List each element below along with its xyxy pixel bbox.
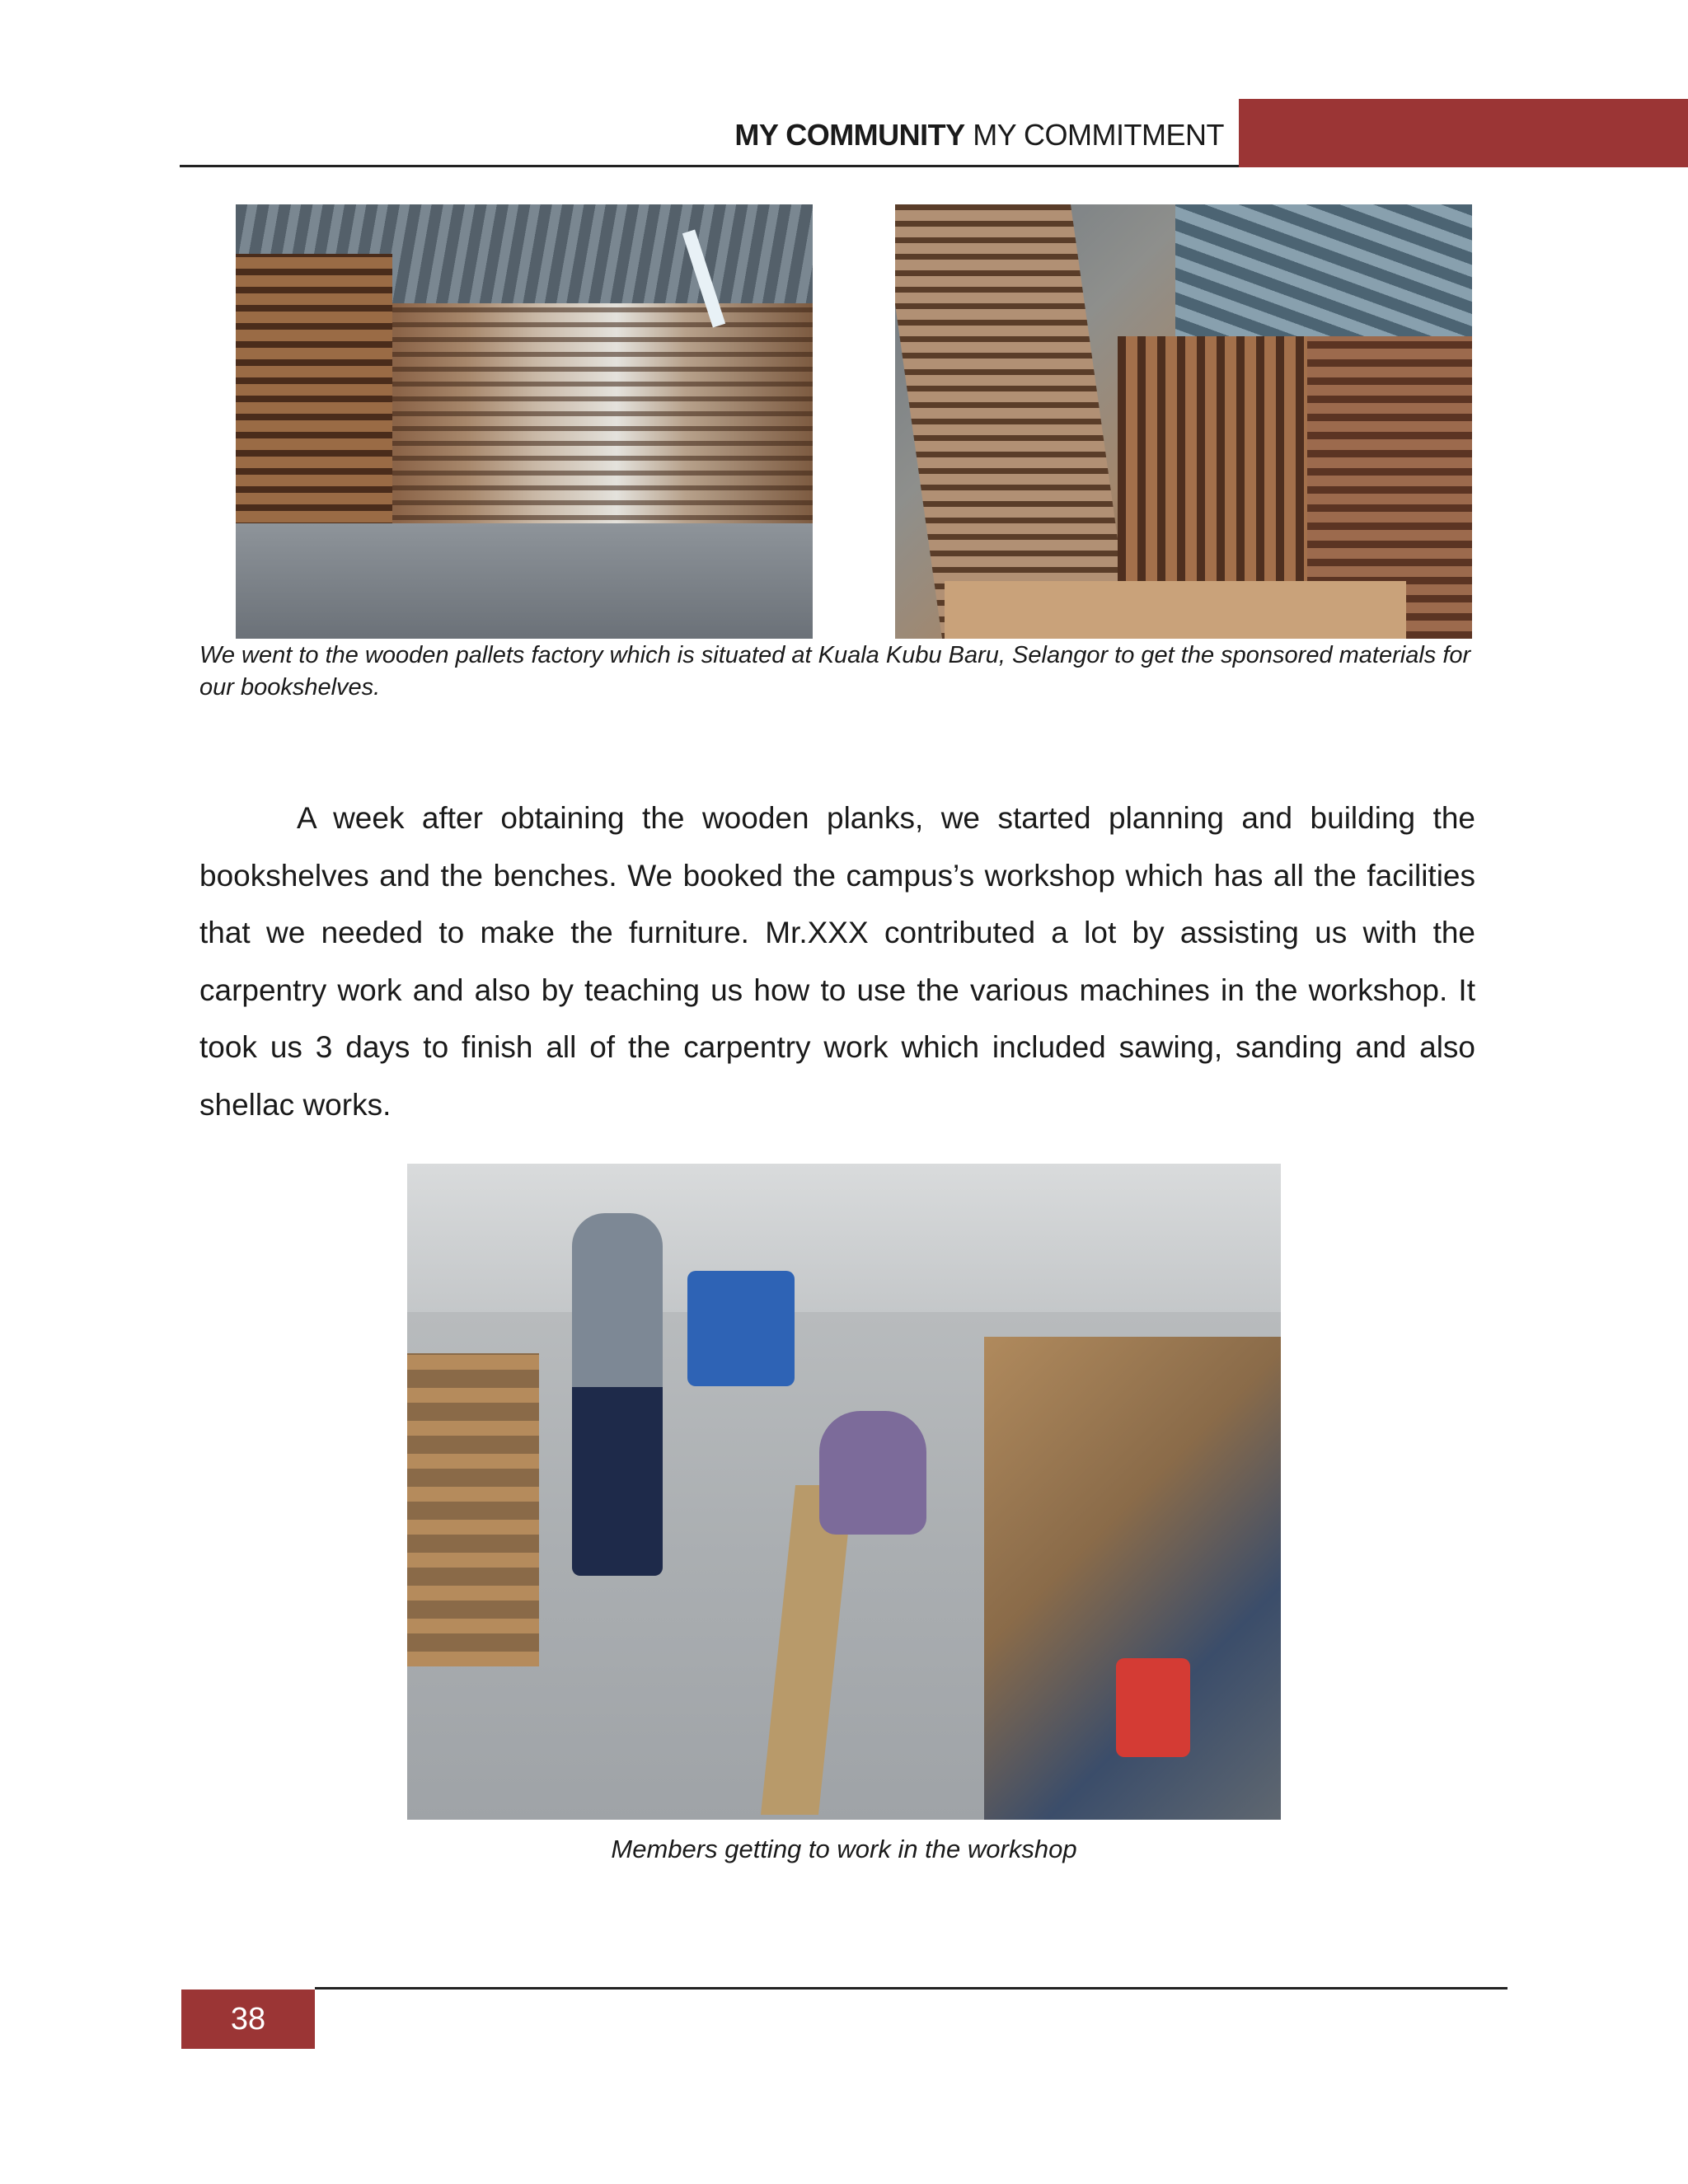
header-rule xyxy=(180,165,1239,167)
photo-pallet-stack xyxy=(895,204,1132,639)
photo-kneeling-member xyxy=(819,1411,926,1535)
header-accent-bar xyxy=(1239,99,1688,167)
figure-caption-bottom: Members getting to work in the workshop xyxy=(611,1835,1077,1863)
photo-blue-machine xyxy=(687,1271,795,1386)
body-paragraph-text: A week after obtaining the wooden planks, we started planning and building the bookshelves and the benches. We booked the campus’s workshop which has all the facilities that we needed to make the furniture. Mr.XXX contributed a lot by assisting us with the carpentry work and also by teaching us how to use the various machines in the workshop. It took us 3 days to finish all of the carpentry work which included sawing, sanding and also shellac works. xyxy=(199,801,1475,1122)
photo-pallet-stacks-closeup xyxy=(895,204,1472,639)
figure-caption-top: We went to the wooden pallets factory which is situated at Kuala Kubu Baru, Selangor to get the sponsored materials for our bookshelves. xyxy=(199,642,1471,701)
photo-wooden-board xyxy=(761,1485,853,1815)
photo-red-containers xyxy=(1116,1658,1190,1757)
photo-standing-member xyxy=(572,1213,663,1576)
page-number: 38 xyxy=(230,2002,266,2036)
photo-pallet-warehouse-aisle xyxy=(236,204,813,639)
photo-wall xyxy=(407,1164,1281,1312)
running-header xyxy=(734,118,1224,152)
photo-workshop-members xyxy=(407,1164,1281,1820)
footer-rule xyxy=(315,1987,1507,1990)
photo-plank xyxy=(945,581,1406,639)
body-paragraph xyxy=(199,790,1475,1133)
photo-floor xyxy=(236,523,813,639)
header-title-regular: MY COMMITMENT xyxy=(973,118,1224,152)
photo-wood-rack xyxy=(407,1353,539,1666)
header-title-bold: MY COMMUNITY xyxy=(734,118,965,152)
